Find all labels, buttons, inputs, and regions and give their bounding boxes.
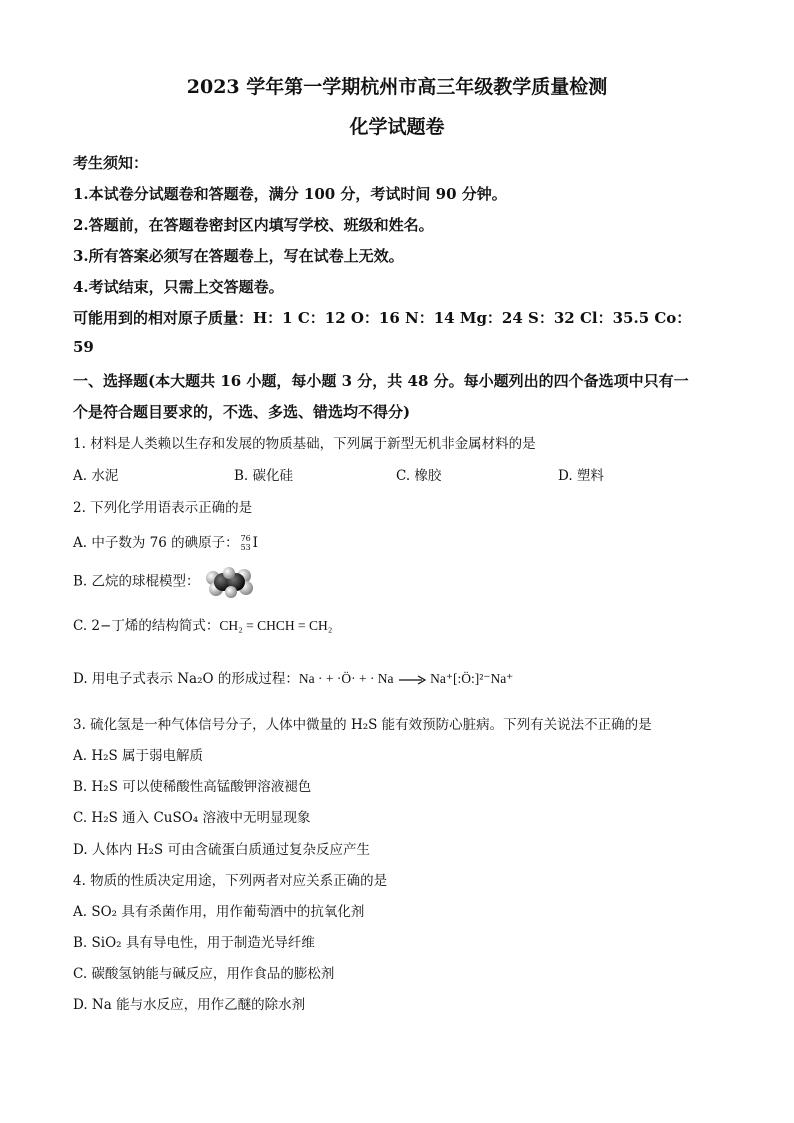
electron-dot-product: Na⁺[:Ö:]²⁻Na⁺: [430, 671, 514, 686]
option-b-text: B. 乙烷的球棍模型：: [73, 573, 200, 590]
reaction-arrow-icon: [398, 675, 426, 685]
option-d: D. 人体内 H₂S 可由含硫蛋白质通过复杂反应产生: [73, 842, 370, 858]
exam-title: 2023 学年第一学期杭州市高三年级教学质量检测: [186, 76, 608, 98]
element-symbol: I: [252, 535, 258, 551]
option-c: [73, 614, 333, 634]
notice-item: 2.答题前，在答题卷密封区内填写学校、班级和姓名。: [73, 216, 434, 234]
option-a-text: A. 中子数为 76 的碘原子：: [73, 535, 239, 551]
structural-formula: CH₂ = CHCH = CH₂: [219, 618, 333, 633]
question-stem: 4. 物质的性质决定用途，下列两者对应关系正确的是: [73, 873, 388, 889]
option-c: C. 橡胶: [396, 468, 442, 484]
section-heading: 一、选择题(本大题共 16 小题，每小题 3 分，共 48 分。每小题列出的四个备选项中只有一: [73, 372, 689, 390]
option-b: [73, 566, 254, 598]
option-a: A. SO₂ 具有杀菌作用，用作葡萄酒中的抗氧化剂: [73, 904, 365, 920]
option-d-text: D. 用电子式表示 Na₂O 的形成过程：: [73, 671, 299, 687]
notice-item: 1.本试卷分试题卷和答题卷，满分 100 分，考试时间 90 分钟。: [73, 185, 507, 203]
question-stem: 2. 下列化学用语表示正确的是: [73, 500, 253, 516]
electron-dot-reactants: Na · + ·Ö· + · Na: [298, 671, 394, 686]
option-b: B. SiO₂ 具有导电性，用于制造光导纤维: [73, 935, 315, 951]
iodine-isotope: [239, 534, 253, 552]
option-a: A. H₂S 属于弱电解质: [73, 748, 204, 764]
ethane-ball-stick-model-icon: [204, 566, 254, 598]
atomic-mass-line: 可能用到的相对原子质量：H：1 C：12 O：16 N：14 Mg：24 S：32 Cl：35.5 Co：: [73, 309, 692, 327]
option-c: C. 碳酸氢钠能与碱反应，用作食品的膨松剂: [73, 966, 335, 982]
option-c: C. H₂S 通入 CuSO₄ 溶液中无明显现象: [73, 810, 311, 826]
notice-heading: 考生须知：: [73, 154, 149, 172]
section-heading: 个是符合题目要求的，不选、多选、错选均不得分): [73, 403, 411, 421]
notice-item: 4.考试结束，只需上交答题卷。: [73, 278, 284, 296]
mass-number: 76: [240, 534, 251, 543]
option-d: D. 塑料: [558, 468, 604, 484]
question-stem: 3. 硫化氢是一种气体信号分子，人体中微量的 H₂S 能有效预防心脏病。下列有关说法不正确的是: [73, 717, 652, 733]
option-a: A. 水泥: [73, 468, 119, 484]
atomic-mass-line: 59: [73, 338, 94, 356]
option-a: [73, 531, 258, 552]
atomic-number: 53: [240, 543, 251, 552]
notice-item: 3.所有答案必须写在答题卷上，写在试卷上无效。: [73, 247, 404, 265]
question-stem: 1. 材料是人类赖以生存和发展的物质基础，下列属于新型无机非金属材料的是: [73, 436, 536, 452]
option-d: [73, 667, 513, 687]
option-c-text: C. 2−丁烯的结构简式：: [73, 618, 220, 634]
option-b: B. H₂S 可以使稀酸性高锰酸钾溶液褪色: [73, 779, 312, 795]
option-b: B. 碳化硅: [234, 468, 294, 484]
exam-subtitle: 化学试题卷: [349, 116, 445, 138]
option-d: D. Na 能与水反应，用作乙醚的除水剂: [73, 997, 306, 1013]
